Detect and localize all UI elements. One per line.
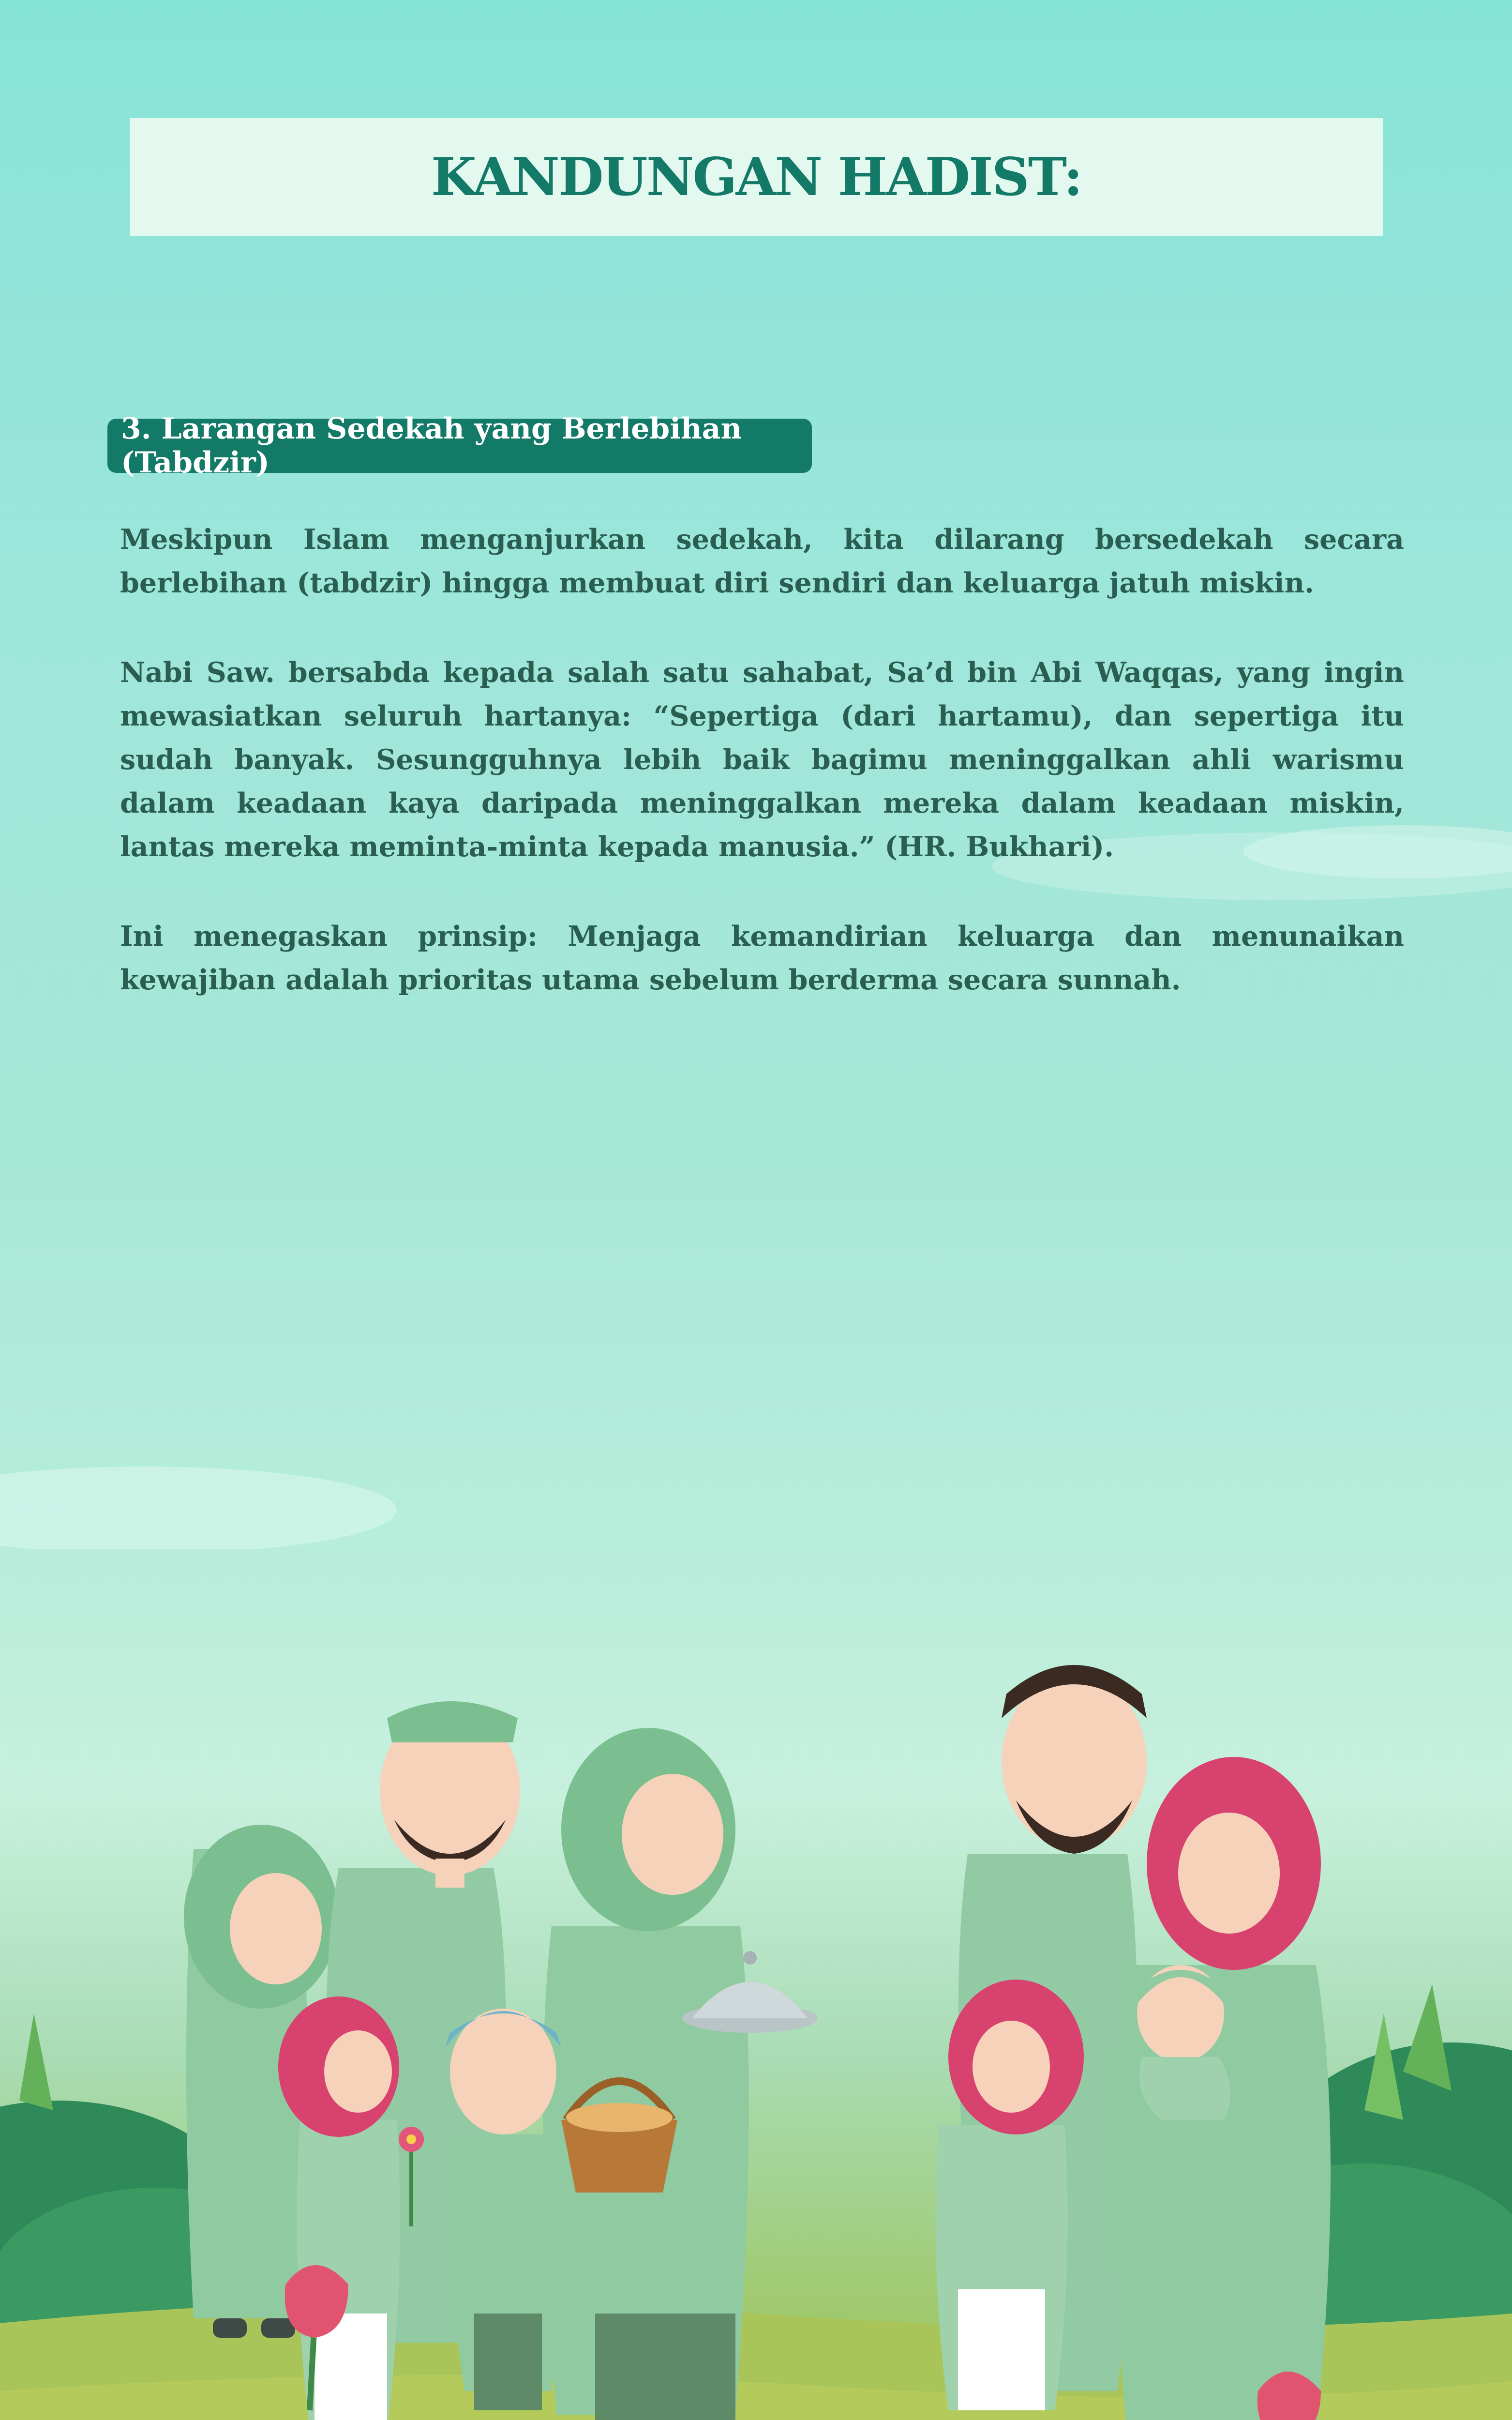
page-title: KANDUNGAN HADIST: (431, 147, 1082, 208)
right-mother (1111, 1757, 1331, 2420)
left-family (184, 1701, 818, 2420)
section-heading-pill (107, 412, 812, 480)
title-banner (130, 118, 1383, 236)
paragraph-1 (120, 518, 1404, 605)
right-family (935, 1665, 1331, 2420)
paragraph-2 (120, 651, 1404, 869)
paragraph-text: Ini menegaskan prinsip: Menjaga kemandirian keluarga dan menunaikan kewajiban adalah prioritas utama sebelum berderma secara sunnah. (120, 920, 1404, 996)
right-girl (935, 1980, 1084, 2410)
paragraph-text: Nabi Saw. bersabda kepada salah satu sahabat, Sa’d bin Abi Waqqas, yang ingin mewasiatkan seluruh hartanya: “Sepertiga (dari hartamu), dan sepertiga itu sudah banyak. Sesungguhnya lebih baik bagimu meninggalkan ahli warismu dalam keadaan kaya daripada meninggalkan mereka dalam keadaan miskin, lantas mereka meminta-minta kepada manusia.” (HR. Bukhari). (120, 656, 1404, 863)
two-families-illustration (0, 1491, 1512, 2420)
paragraph-text: Meskipun Islam menganjurkan sedekah, kita dilarang bersedekah secara berlebihan (tabdzir) hingga membuat diri sendiri dan keluarga jatuh miskin. (120, 523, 1404, 599)
section-heading: 3. Larangan Sedekah yang Berlebihan (Tabdzir) (121, 412, 742, 480)
paragraph-3 (120, 915, 1404, 1002)
